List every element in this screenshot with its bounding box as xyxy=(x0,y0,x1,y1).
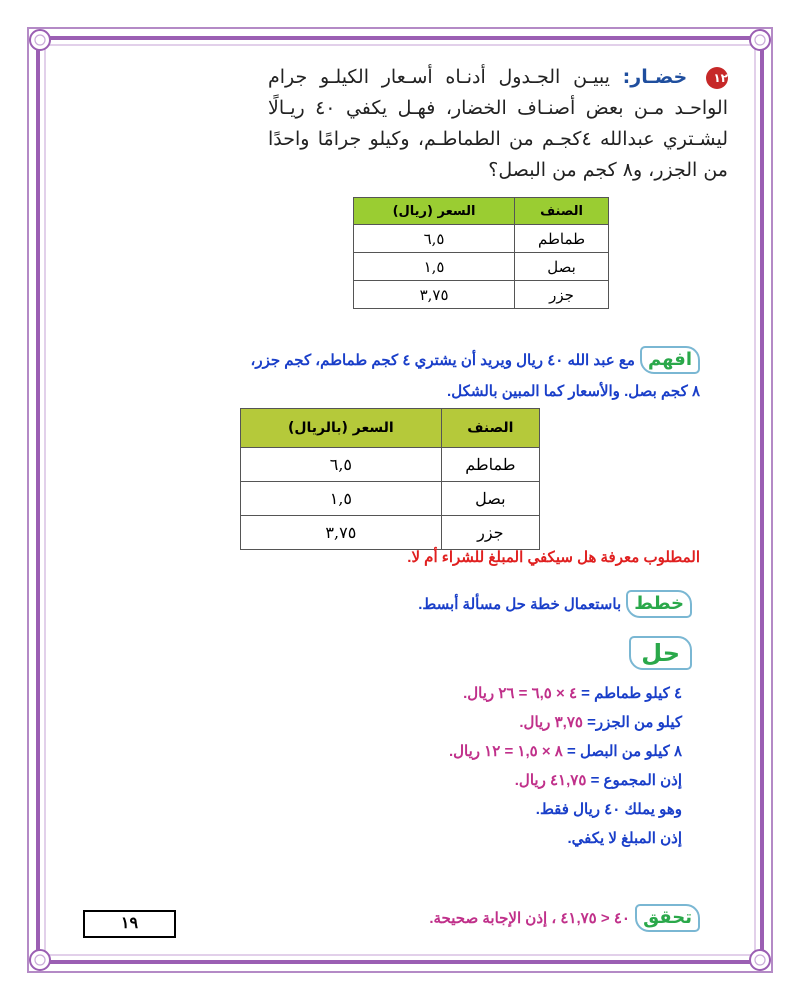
price-table-textbook xyxy=(353,197,609,309)
solve-line: كيلو من الجزر= ٣,٧٥ ريال. xyxy=(519,714,682,731)
table-header: السعر (بالريال) xyxy=(241,409,442,448)
table-header: الصنف xyxy=(441,409,539,448)
solve-tag: حل xyxy=(629,636,692,670)
check-line xyxy=(429,904,700,932)
table-cell: ١,٥ xyxy=(241,482,442,516)
solve-line: ٤ كيلو طماطم = ٤ × ٦,٥ = ٢٦ ريال. xyxy=(463,685,682,702)
table-cell: جزر xyxy=(515,281,609,309)
plan-line xyxy=(418,590,692,618)
table-cell: ٣,٧٥ xyxy=(241,516,442,550)
understand-text-1: مع عبد الله ٤٠ ريال ويريد أن يشتري ٤ كجم طماطم، كجم جزر، xyxy=(250,352,635,369)
table-cell: ٣,٧٥ xyxy=(354,281,515,309)
table-cell: طماطم xyxy=(515,225,609,253)
table-cell: بصل xyxy=(515,253,609,281)
solve-line: ٨ كيلو من البصل = ٨ × ١,٥ = ١٢ ريال. xyxy=(448,743,682,760)
understand-line-1 xyxy=(250,346,700,374)
check-text: ٤٠ < ٤١,٧٥ ، إذن الإجابة صحيحة. xyxy=(429,910,630,927)
table-cell: ٦,٥ xyxy=(354,225,515,253)
understand-text-2: ٨ كجم بصل. والأسعار كما المبين بالشكل. xyxy=(447,383,700,400)
table-cell: ١,٥ xyxy=(354,253,515,281)
check-tag: تحقق xyxy=(635,904,700,932)
table-row xyxy=(241,448,540,482)
plan-tag: خطط xyxy=(626,590,692,618)
page-number: ١٩ xyxy=(83,910,176,938)
understand-tag: افهم xyxy=(640,346,700,374)
table-row xyxy=(354,281,609,309)
solve-line: إذن المبلغ لا يكفي. xyxy=(567,830,682,847)
solve-line: وهو يملك ٤٠ ريال فقط. xyxy=(535,801,682,818)
table-row xyxy=(241,482,540,516)
table-row xyxy=(354,253,609,281)
table-cell: بصل xyxy=(441,482,539,516)
problem-text: يبيـن الجـدول أدنـاه أسـعار الكيلـو جرام الواحـد مـن بعض أصنـاف الخضار، فهـل يكفي ٤٠ ريـالًا ليشـتري عبدالله ٤كجـم من الطماطـم، وكيلو جرامًا واحدًا من الجزر، و٨ كجم من البصل؟ xyxy=(268,66,728,181)
solve-heading xyxy=(629,636,692,670)
problem-statement xyxy=(268,62,728,186)
table-header: السعر (ريال) xyxy=(354,198,515,225)
problem-topic: خضـار: xyxy=(622,66,688,88)
table-header: الصنف xyxy=(515,198,609,225)
plan-text: باستعمال خطة حل مسألة أبسط. xyxy=(418,596,622,613)
table-cell: ٦,٥ xyxy=(241,448,442,482)
problem-number-badge: ١٢ xyxy=(706,67,728,89)
table-cell: جزر xyxy=(441,516,539,550)
table-row xyxy=(354,225,609,253)
table-cell: طماطم xyxy=(441,448,539,482)
required-statement: المطلوب معرفة هل سيكفي المبلغ للشراء أم لا. xyxy=(407,549,700,566)
table-row xyxy=(241,516,540,550)
price-table-figure xyxy=(240,408,540,550)
solve-line: إذن المجموع = ٤١,٧٥ ريال. xyxy=(514,772,682,789)
